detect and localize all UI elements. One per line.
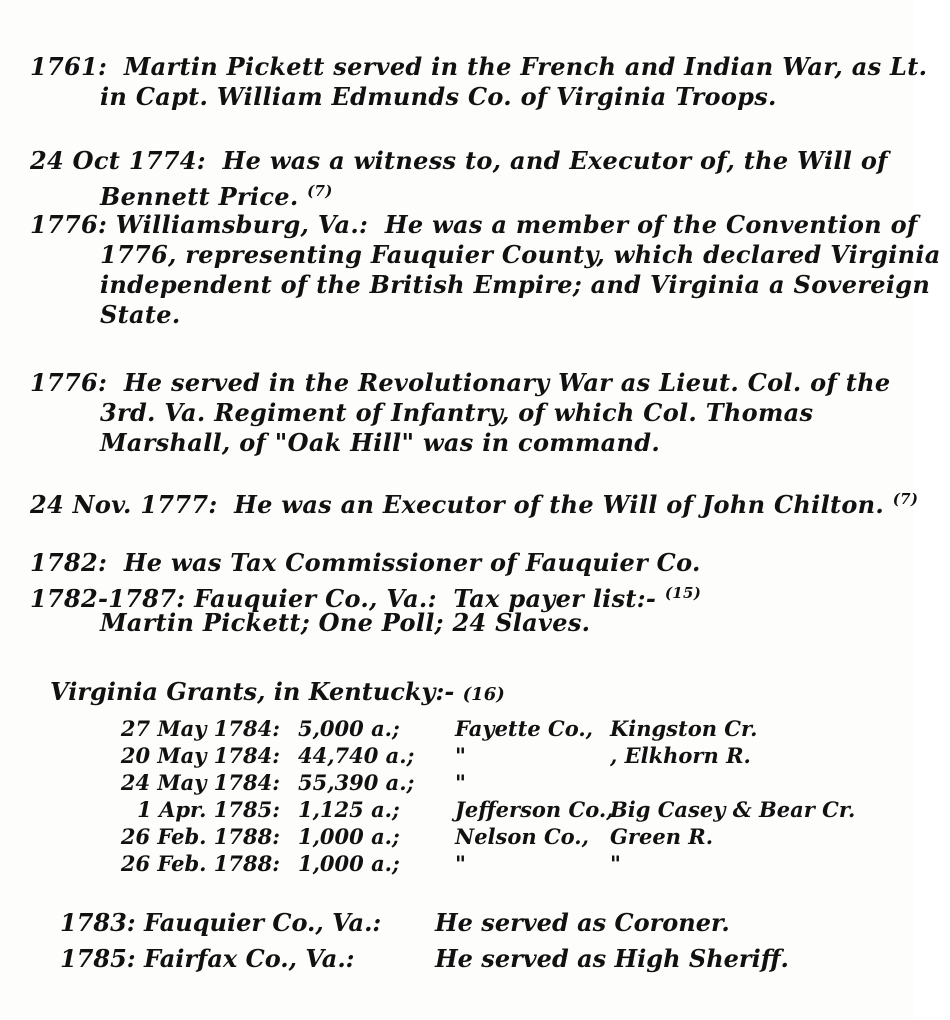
entry-text: He served in the Revolutionary War as Lieut. Col. of the 3rd. Va. Regiment of Infantry, of which Col. Thomas Marshall, of "Oak Hill" was in command. [100, 368, 891, 457]
grant-date: 27 May 1784: [120, 716, 280, 741]
grant-row [50, 823, 900, 850]
entry-text: Martin Pickett served in the French and Indian War, as Lt. in Capt. William Edmunds Co. of Virginia Troops. [100, 52, 928, 111]
entry-1777 [30, 484, 950, 520]
entry-date: 1761: [30, 52, 108, 81]
entry-text: He was an Executor of the Will of John Chilton. [234, 490, 885, 519]
grant-row [50, 742, 900, 769]
entry-reference: (7) [307, 182, 333, 200]
grant-row [50, 715, 900, 742]
grant-acreage: 55,390 a.; [298, 770, 415, 795]
grant-date: 1 Apr. 1785: [137, 797, 280, 822]
grant-county: Jefferson Co., [455, 797, 614, 822]
entry-1782 [30, 548, 950, 578]
grant-row [50, 769, 900, 796]
entry-1774 [30, 146, 950, 212]
grant-acreage: 5,000 a.; [298, 716, 400, 741]
grant-row [50, 850, 900, 877]
grant-acreage: 44,740 a.; [298, 743, 415, 768]
grant-date: 26 Feb. 1788: [120, 824, 280, 849]
entry-date: 1785: Fairfax Co., Va.: [60, 944, 355, 973]
grant-county: " [455, 770, 466, 795]
entry-1776-war [30, 368, 950, 458]
entry-date: 1782: [30, 548, 108, 577]
entry-text: He was Tax Commissioner of Fauquier Co. [123, 548, 701, 577]
entry-reference: (7) [892, 490, 919, 508]
entry-date: 24 Oct 1774: [30, 146, 206, 175]
grant-place: Kingston Cr. [610, 716, 758, 741]
grants-title: Virginia Grants, in Kentucky:- [50, 677, 455, 706]
entry-1761 [30, 52, 950, 112]
entry-text: He was a member of the Convention of 1776, representing Fauquier County, which declared Virginia independent of the British Empire; and Virginia a Sovereign State. [100, 210, 941, 329]
entry-date: 24 Nov. 1777: [30, 490, 218, 519]
entry-date: 1776: [30, 368, 108, 397]
entry-text: He served as High Sheriff. [435, 944, 789, 973]
grant-acreage: 1,000 a.; [298, 851, 400, 876]
grant-date: 26 Feb. 1788: [120, 851, 280, 876]
grant-county: Nelson Co., [455, 824, 589, 849]
grant-place: Green R. [610, 824, 714, 849]
grant-acreage: 1,125 a.; [298, 797, 400, 822]
grant-acreage: 1,000 a.; [298, 824, 400, 849]
grant-county: " [455, 743, 466, 768]
grant-place: Big Casey & Bear Cr. [610, 797, 856, 822]
entry-text: He was a witness to, and Executor of, the Will of Bennett Price. [100, 146, 888, 211]
entry-1776-convention [30, 210, 950, 330]
kentucky-grants [50, 678, 900, 877]
entry-text: Tax payer list:- [453, 584, 657, 613]
entry-1785 [60, 944, 789, 974]
entry-1783 [60, 908, 730, 938]
grant-date: 24 May 1784: [120, 770, 280, 795]
grant-county: " [455, 851, 466, 876]
grants-heading [50, 678, 900, 709]
grant-place: , Elkhorn R. [610, 743, 751, 768]
entry-tax-list-detail [100, 608, 950, 638]
entry-text: He served as Coroner. [435, 908, 730, 937]
entry-text: Martin Pickett; One Poll; 24 Slaves. [100, 608, 591, 637]
grant-county: Fayette Co., [455, 716, 593, 741]
grant-row [50, 796, 900, 823]
grants-reference: (16) [462, 684, 505, 705]
entry-date: 1776: Williamsburg, Va.: [30, 210, 369, 239]
entry-reference: (15) [664, 584, 702, 602]
entry-date: 1783: Fauquier Co., Va.: [60, 908, 382, 937]
grant-date: 20 May 1784: [120, 743, 280, 768]
grant-place: " [610, 851, 621, 876]
entry-date: 1782-1787: Fauquier Co., Va.: [30, 584, 437, 613]
